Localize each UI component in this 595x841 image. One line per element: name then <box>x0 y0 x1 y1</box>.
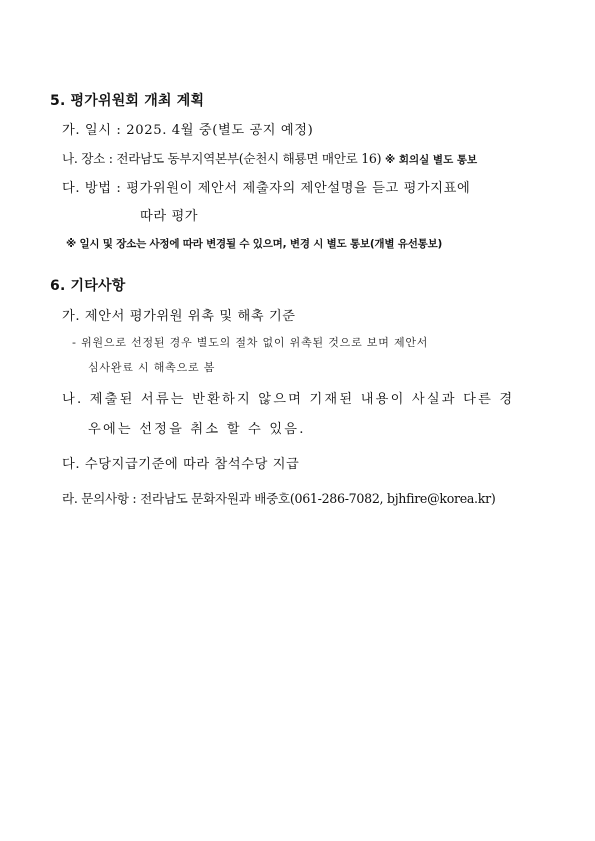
section-5-item-place <box>62 148 477 167</box>
section-5-item-method: 다. 방법 : 평가위원이 제안서 제출자의 제안설명을 듣고 평가지표에 <box>62 181 471 196</box>
section-5-heading: 5. 평가위원회 개최 계획 <box>50 93 205 109</box>
section-6-item-a: 가. 제안서 평가위원 위촉 및 해촉 기준 <box>62 309 296 324</box>
place-text: 나. 장소 : 전라남도 동부지역본부(순천시 해룡면 매안로 16) <box>62 151 382 166</box>
section-6-item-d: 라. 문의사항 : 전라남도 문화자원과 배중호(061-286-7082, bjhfire@korea.kr) <box>62 491 496 506</box>
section-6-item-b-line1: 나. 제출된 서류는 반환하지 않으며 기재된 내용이 사실과 다른 경 <box>62 392 515 407</box>
section-6-item-c: 다. 수당지급기준에 따라 참석수당 지급 <box>62 457 300 472</box>
section-6-item-a-sub-line2: 심사완료 시 해촉으로 봄 <box>88 361 216 374</box>
section-6-item-a-sub-line1: - 위원으로 선정된 경우 별도의 절차 없이 위촉된 것으로 보며 제안서 <box>72 336 429 349</box>
section-6-heading: 6. 기타사항 <box>50 278 126 294</box>
section-6-item-b-line2: 우에는 선정을 취소 할 수 있음. <box>88 422 306 437</box>
section-5-item-date: 가. 일시 : 2025. 4월 중(별도 공지 예정) <box>62 123 314 138</box>
place-note: ※ 회의실 별도 통보 <box>384 154 478 166</box>
section-5-notice: ※ 일시 및 장소는 사정에 따라 변경될 수 있으며, 변경 시 별도 통보(개별 유선통보) <box>66 238 443 250</box>
section-5-item-method-continuation: 따라 평가 <box>140 209 199 224</box>
